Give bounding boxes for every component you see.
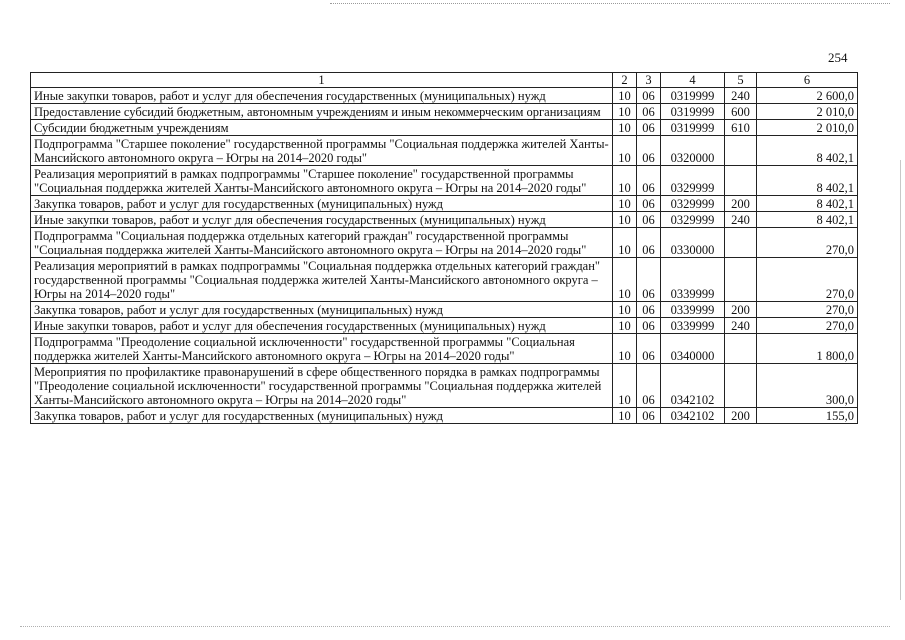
row-section-cell: 10	[613, 258, 637, 302]
table-body	[31, 88, 858, 424]
row-expense-type-cell: 240	[725, 318, 757, 334]
row-expense-type-cell: 240	[725, 88, 757, 104]
row-subsection-cell: 06	[637, 166, 661, 196]
scan-artifact-top	[330, 3, 890, 6]
row-amount-cell: 270,0	[757, 302, 858, 318]
row-section-cell: 10	[613, 166, 637, 196]
row-target-article-cell: 0342102	[661, 408, 725, 424]
row-target-article-cell: 0320000	[661, 136, 725, 166]
row-section-cell: 10	[613, 302, 637, 318]
column-header-5: 5	[725, 73, 757, 88]
table-row	[31, 318, 858, 334]
row-amount-cell: 8 402,1	[757, 212, 858, 228]
row-subsection-cell: 06	[637, 408, 661, 424]
row-subsection-cell: 06	[637, 104, 661, 120]
row-name-cell: Закупка товаров, работ и услуг для государственных (муниципальных) нужд	[31, 408, 613, 424]
table-row	[31, 166, 858, 196]
row-target-article-cell: 0329999	[661, 212, 725, 228]
row-amount-cell: 270,0	[757, 258, 858, 302]
row-expense-type-cell	[725, 364, 757, 408]
row-name-cell: Закупка товаров, работ и услуг для государственных (муниципальных) нужд	[31, 302, 613, 318]
row-subsection-cell: 06	[637, 302, 661, 318]
table-row	[31, 88, 858, 104]
row-section-cell: 10	[613, 196, 637, 212]
budget-table	[30, 72, 858, 424]
column-header-2: 2	[613, 73, 637, 88]
table-row	[31, 302, 858, 318]
row-expense-type-cell: 200	[725, 302, 757, 318]
row-subsection-cell: 06	[637, 318, 661, 334]
row-amount-cell: 300,0	[757, 364, 858, 408]
table-row	[31, 136, 858, 166]
scan-artifact-right-edge	[900, 160, 905, 600]
row-amount-cell: 155,0	[757, 408, 858, 424]
page-number: 254	[828, 50, 848, 65]
row-expense-type-cell	[725, 136, 757, 166]
row-section-cell: 10	[613, 364, 637, 408]
row-expense-type-cell	[725, 258, 757, 302]
row-name-cell: Подпрограмма "Социальная поддержка отдельных категорий граждан" государственной программы "Социальная поддержка жителей Ханты-Мансийского автономного округа – Югры на 2014–2020 годы"	[31, 228, 613, 258]
row-name-cell: Мероприятия по профилактике правонарушений в сфере общественного порядка в рамках подпрограммы "Преодоление социальной исключенности" государственной программы "Социальная поддержка жителей Ханты-Мансийского автономного округа – Югры на 2014–2020 годы"	[31, 364, 613, 408]
row-expense-type-cell: 600	[725, 104, 757, 120]
row-subsection-cell: 06	[637, 88, 661, 104]
row-amount-cell: 270,0	[757, 318, 858, 334]
row-section-cell: 10	[613, 212, 637, 228]
row-name-cell: Реализация мероприятий в рамках подпрограммы "Социальная поддержка отдельных категорий граждан" государственной программы "Социальная поддержка жителей Ханты-Мансийского автономного округа – Югры на 2014–2020 годы"	[31, 258, 613, 302]
row-amount-cell: 2 010,0	[757, 120, 858, 136]
row-expense-type-cell	[725, 334, 757, 364]
row-amount-cell: 1 800,0	[757, 334, 858, 364]
column-header-3: 3	[637, 73, 661, 88]
row-name-cell: Реализация мероприятий в рамках подпрограммы "Старшее поколение" государственной программы "Социальная поддержка жителей Ханты-Мансийского автономного округа – Югры на 2014–2020 годы"	[31, 166, 613, 196]
row-subsection-cell: 06	[637, 136, 661, 166]
row-subsection-cell: 06	[637, 364, 661, 408]
row-target-article-cell: 0339999	[661, 302, 725, 318]
row-subsection-cell: 06	[637, 212, 661, 228]
table-row	[31, 212, 858, 228]
table-row	[31, 228, 858, 258]
row-section-cell: 10	[613, 136, 637, 166]
row-target-article-cell: 0319999	[661, 104, 725, 120]
row-target-article-cell: 0319999	[661, 88, 725, 104]
table-row	[31, 196, 858, 212]
row-subsection-cell: 06	[637, 258, 661, 302]
row-expense-type-cell	[725, 166, 757, 196]
row-subsection-cell: 06	[637, 334, 661, 364]
scan-artifact-bottom	[20, 626, 890, 629]
table-row	[31, 104, 858, 120]
row-section-cell: 10	[613, 104, 637, 120]
row-name-cell: Подпрограмма "Преодоление социальной исключенности" государственной программы "Социальная поддержка жителей Ханты-Мансийского автономного округа – Югры на 2014–2020 годы"	[31, 334, 613, 364]
row-target-article-cell: 0319999	[661, 120, 725, 136]
column-header-1: 1	[31, 73, 613, 88]
row-expense-type-cell: 200	[725, 408, 757, 424]
row-section-cell: 10	[613, 408, 637, 424]
row-name-cell: Предоставление субсидий бюджетным, автономным учреждениям и иным некоммерческим организациям	[31, 104, 613, 120]
row-expense-type-cell: 610	[725, 120, 757, 136]
row-target-article-cell: 0339999	[661, 258, 725, 302]
row-subsection-cell: 06	[637, 228, 661, 258]
row-amount-cell: 270,0	[757, 228, 858, 258]
row-amount-cell: 8 402,1	[757, 166, 858, 196]
table-row	[31, 408, 858, 424]
row-expense-type-cell	[725, 228, 757, 258]
row-amount-cell: 8 402,1	[757, 196, 858, 212]
row-section-cell: 10	[613, 120, 637, 136]
table-row	[31, 364, 858, 408]
row-expense-type-cell: 200	[725, 196, 757, 212]
row-target-article-cell: 0340000	[661, 334, 725, 364]
table-header-row	[31, 73, 858, 88]
row-name-cell: Подпрограмма "Старшее поколение" государственной программы "Социальная поддержка жителей Ханты-Мансийского автономного округа – Югры на 2014–2020 годы"	[31, 136, 613, 166]
row-section-cell: 10	[613, 334, 637, 364]
row-target-article-cell: 0329999	[661, 196, 725, 212]
row-target-article-cell: 0342102	[661, 364, 725, 408]
row-expense-type-cell: 240	[725, 212, 757, 228]
row-amount-cell: 2 010,0	[757, 104, 858, 120]
row-name-cell: Закупка товаров, работ и услуг для государственных (муниципальных) нужд	[31, 196, 613, 212]
row-target-article-cell: 0329999	[661, 166, 725, 196]
row-name-cell: Иные закупки товаров, работ и услуг для обеспечения государственных (муниципальных) нужд	[31, 88, 613, 104]
row-section-cell: 10	[613, 318, 637, 334]
row-name-cell: Иные закупки товаров, работ и услуг для обеспечения государственных (муниципальных) нужд	[31, 318, 613, 334]
row-section-cell: 10	[613, 228, 637, 258]
row-name-cell: Субсидии бюджетным учреждениям	[31, 120, 613, 136]
row-subsection-cell: 06	[637, 120, 661, 136]
row-subsection-cell: 06	[637, 196, 661, 212]
row-amount-cell: 8 402,1	[757, 136, 858, 166]
table-row	[31, 258, 858, 302]
row-target-article-cell: 0330000	[661, 228, 725, 258]
row-name-cell: Иные закупки товаров, работ и услуг для обеспечения государственных (муниципальных) нужд	[31, 212, 613, 228]
column-header-6: 6	[757, 73, 858, 88]
table-row	[31, 120, 858, 136]
column-header-4: 4	[661, 73, 725, 88]
row-section-cell: 10	[613, 88, 637, 104]
table-row	[31, 334, 858, 364]
row-amount-cell: 2 600,0	[757, 88, 858, 104]
row-target-article-cell: 0339999	[661, 318, 725, 334]
